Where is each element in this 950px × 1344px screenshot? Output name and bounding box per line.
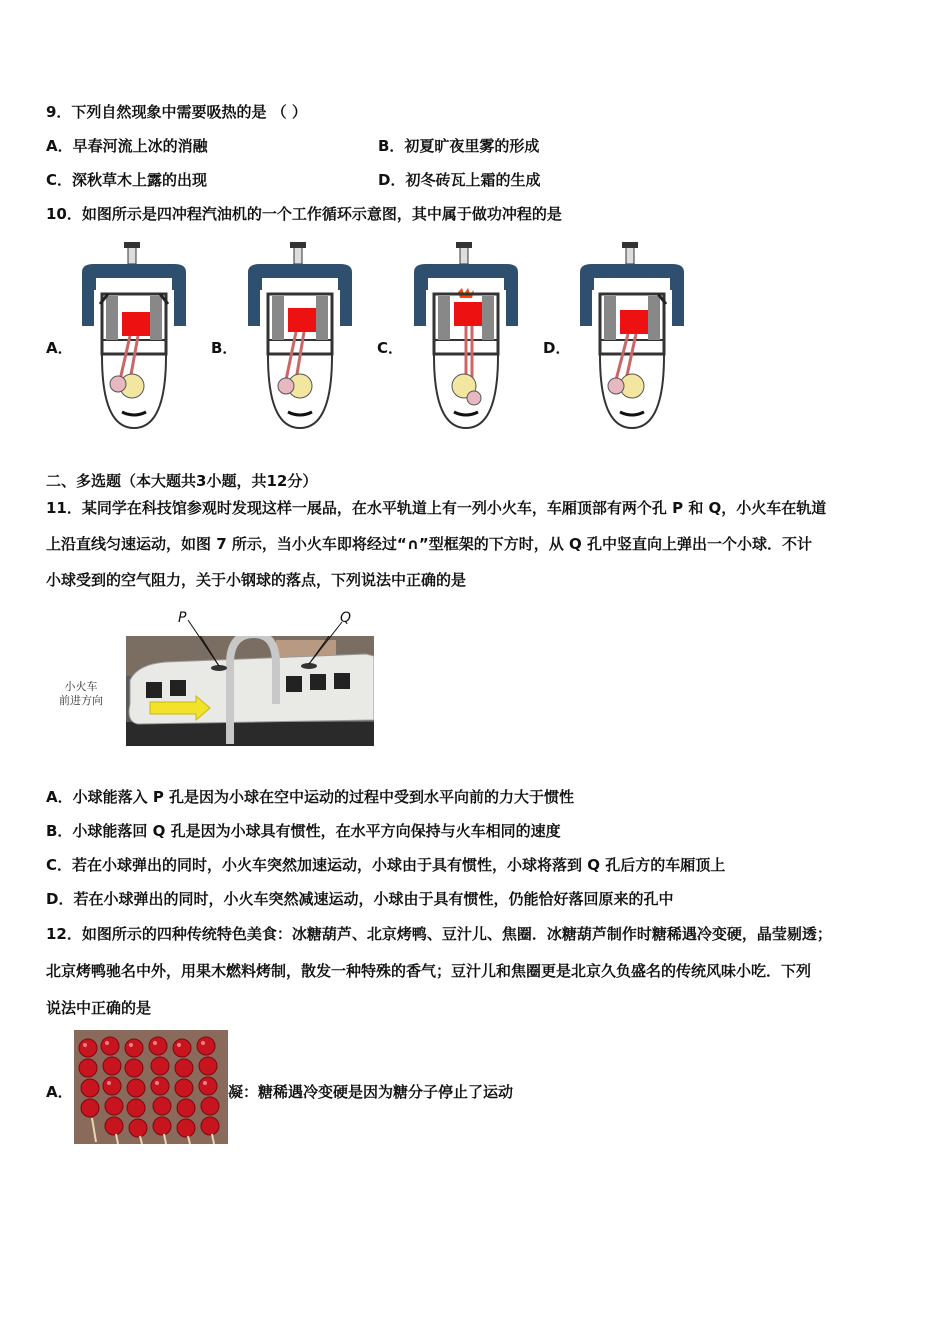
q10-stem: 10．如图所示是四冲程汽油机的一个工作循环示意图，其中属于做功冲程的是 [46,205,562,223]
q9-option-a: A．早春河流上冰的消融 [46,137,208,155]
q11-stem-line1: 11．某同学在科技馆参观时发现这样一展品，在水平轨道上有一列小火车，车厢顶部有两个孔 P 和 Q，小火车在轨道 [46,499,827,517]
q11-option-c: C．若在小球弹出的同时，小火车突然加速运动，小球由于具有惯性，小球将落到 Q 孔后方的车厢顶上 [46,856,726,874]
q9-option-b: B．初夏旷夜里雾的形成 [378,137,540,155]
label-p: P [178,610,187,626]
train-caption [56,680,106,708]
q11-option-b: B．小球能落回 Q 孔是因为小球具有惯性，在水平方向保持与火车相同的速度 [46,822,561,840]
q10-option-a-label: A． [46,339,73,357]
q11-stem-line2: 上沿直线匀速运动，如图 7 所示，当小火车即将经过“∩”型框架的下方时，从 Q 孔中竖直向上弹出一个小球．不计 [46,535,812,553]
q12-stem-line3: 说法中正确的是 [46,999,152,1017]
engine-diagram-a [74,240,194,430]
engine-diagram-c [406,240,526,430]
q11-option-a: A．小球能落入 P 孔是因为小球在空中运动的过程中受到水平向前的力大于惯性 [46,788,575,806]
train-caption-line2: 前进方向 [59,694,103,707]
tanghulu-photo [74,1030,228,1144]
q12-option-a-label: A． [46,1083,73,1101]
engine-diagram-d [572,240,692,430]
q10-option-b-label: B． [211,339,238,357]
q12-stem-line1: 12．如图所示的四种传统特色美食：冰糖葫芦、北京烤鸭、豆汁儿、焦圈．冰糖葫芦制作时糖稀遇冷变硬，晶莹剔透； [46,925,832,943]
q9-option-c: C．深秋草木上露的出现 [46,171,208,189]
q11-stem-line3: 小球受到的空气阻力，关于小钢球的落点，下列说法中正确的是 [46,571,467,589]
train-caption-line1: 小火车 [64,680,98,693]
q10-option-d-label: D． [543,339,571,357]
section-heading: 二、多选题（本大题共3小题，共12分） [46,472,318,490]
q9-option-d: D．初冬砖瓦上霜的生成 [378,171,541,189]
q12-stem-line2: 北京烤鸭驰名中外，用果木燃料烤制，散发一种特殊的香气；豆汁儿和焦圈更是北京久负盛名的传统风味小吃．下列 [46,962,812,980]
train-photo [126,604,374,746]
q11-option-d: D．若在小球弹出的同时，小火车突然减速运动，小球由于具有惯性，仍能恰好落回原来的孔中 [46,890,674,908]
engine-diagram-b [240,240,360,430]
label-q: Q [340,610,352,626]
q10-option-c-label: C． [377,339,404,357]
q12-option-a-text: 凝：糖稀遇冷变硬是因为糖分子停止了运动 [228,1083,514,1101]
q9-stem: 9．下列自然现象中需要吸热的是 （ ） [46,103,307,121]
